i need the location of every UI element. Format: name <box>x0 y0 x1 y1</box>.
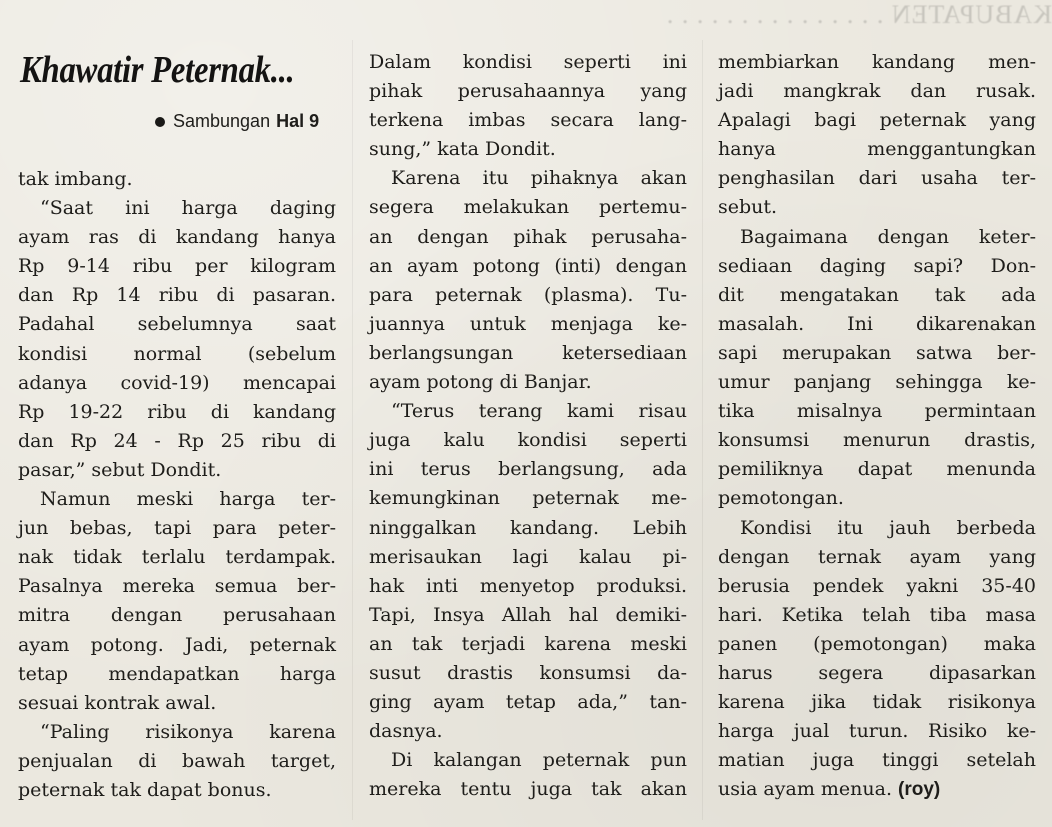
line-text: sesuai kontrak awal. <box>18 691 217 714</box>
article-column-2 <box>369 48 687 804</box>
line-text: Dalam kondisi seperti ini <box>369 51 687 73</box>
line-text: harus segera dipasarkan <box>718 661 1036 684</box>
article-headline: Khawatir Peternak... <box>20 49 295 91</box>
line-text: Kondisi itu jauh berbeda <box>740 516 1036 539</box>
article-line <box>718 659 1036 688</box>
article-line <box>369 397 687 426</box>
line-text: ayam potong. Jadi, peternak <box>18 633 336 656</box>
article-line <box>718 746 1036 775</box>
line-text: tak imbang. <box>18 168 133 190</box>
article-line <box>369 48 687 77</box>
line-text: kondisi normal (sebelum <box>18 342 336 365</box>
article-line <box>18 631 336 660</box>
article-line <box>18 689 336 718</box>
line-text: karena jika tidak risikonya <box>718 691 1036 714</box>
article-line <box>369 281 687 310</box>
line-text: sapi merupakan satwa ber- <box>718 341 1036 364</box>
article-line <box>369 426 687 455</box>
article-line <box>18 252 336 281</box>
article-line <box>18 776 336 805</box>
line-text: sediaan daging sapi? Don- <box>718 254 1036 277</box>
article-line <box>718 193 1036 222</box>
line-text: juannya untuk menjaga ke- <box>369 312 687 335</box>
line-text: ayam ras di kandang hanya <box>18 226 336 249</box>
article-line <box>718 135 1036 164</box>
bullet-icon <box>155 117 165 127</box>
line-text: berusia pendek yakni 35-40 <box>718 574 1036 597</box>
line-text: “Terus terang kami risau <box>391 400 687 423</box>
article-line <box>369 601 687 630</box>
article-line <box>18 369 336 398</box>
line-text: nak tidak terlalu terdampak. <box>18 546 336 569</box>
line-text: “Saat ini harga daging <box>40 197 336 220</box>
article-line <box>369 77 687 106</box>
line-text: membiarkan kandang men- <box>718 51 1036 73</box>
continuation-label: Sambungan <box>173 111 271 131</box>
article-line <box>369 368 687 397</box>
line-text: mitra dengan perusahaan <box>18 604 336 627</box>
line-text: juga kalu kondisi seperti <box>369 429 687 452</box>
article-line <box>369 630 687 659</box>
line-text: terkena imbas secara lang- <box>369 109 687 132</box>
article-line <box>18 601 336 630</box>
article-line <box>718 223 1036 252</box>
line-text: panen (pemotongan) maka <box>718 632 1036 655</box>
article-line <box>369 455 687 484</box>
article-line <box>369 223 687 252</box>
article-line <box>718 252 1036 281</box>
line-text: Rp 9-14 ribu per kilogram <box>18 255 336 278</box>
article-line <box>718 426 1036 455</box>
article-line <box>18 398 336 427</box>
article-line <box>369 572 687 601</box>
article-line <box>18 660 336 689</box>
article-line <box>718 543 1036 572</box>
article-line <box>718 310 1036 339</box>
article-line <box>369 164 687 193</box>
line-text: Padahal sebelumnya saat <box>18 313 336 336</box>
line-text: kemungkinan peternak me- <box>369 487 687 510</box>
article-line <box>718 339 1036 368</box>
line-text: Apalagi bagi peternak yang <box>718 109 1036 132</box>
line-text: masalah. Ini dikarenakan <box>718 312 1036 335</box>
line-text: susut drastis konsumsi da- <box>369 661 687 684</box>
line-text: “Paling risikonya karena <box>40 720 336 743</box>
line-text: Di kalangan peternak pun <box>391 749 687 772</box>
line-text: dengan ternak ayam yang <box>718 545 1036 568</box>
article-line <box>18 223 336 252</box>
line-text: pasar,” sebut Dondit. <box>18 458 222 481</box>
article-line <box>718 688 1036 717</box>
line-text: umur panjang sehingga ke- <box>718 371 1036 394</box>
article-line <box>369 775 687 804</box>
line-text: hanya menggantungkan <box>718 138 1036 161</box>
line-text: Karena itu pihaknya akan <box>391 167 687 190</box>
line-text: dan Rp 24 - Rp 25 ribu di <box>18 429 336 452</box>
line-text: para peternak (plasma). Tu- <box>369 283 687 306</box>
article-line <box>18 718 336 747</box>
article-line <box>369 514 687 543</box>
article-line <box>718 48 1036 77</box>
article-line <box>18 485 336 514</box>
line-text: sebut. <box>718 196 778 219</box>
line-text: konsumsi menurun drastis, <box>718 429 1036 452</box>
line-text: tika misalnya permintaan <box>718 400 1036 423</box>
article-line <box>18 194 336 223</box>
article-line <box>718 717 1036 746</box>
article-line <box>718 514 1036 543</box>
article-line <box>369 746 687 775</box>
line-text: ayam potong di Banjar. <box>369 371 592 394</box>
article-line <box>718 368 1036 397</box>
article-line <box>18 310 336 339</box>
article-line <box>718 630 1036 659</box>
line-text: pemotongan. <box>718 487 844 510</box>
article-line <box>718 775 1036 804</box>
continuation-note <box>155 111 319 132</box>
line-text: dasnya. <box>369 720 443 743</box>
column-gutter <box>352 40 353 820</box>
article-line <box>18 747 336 776</box>
line-text: jun bebas, tapi para peter- <box>18 517 336 540</box>
article-line <box>369 252 687 281</box>
article-line <box>369 688 687 717</box>
article-column-1 <box>18 165 336 805</box>
article-line <box>718 164 1036 193</box>
line-text: tetap mendapatkan harga <box>18 662 336 685</box>
article-line <box>718 397 1036 426</box>
article-line <box>18 165 336 194</box>
article-line <box>18 340 336 369</box>
line-text: ini terus berlangsung, ada <box>369 458 687 481</box>
article-line <box>718 455 1036 484</box>
article-line <box>18 543 336 572</box>
line-text: Bagaimana dengan keter- <box>740 225 1036 248</box>
line-text: penjualan di bawah target, <box>18 749 336 772</box>
article-line <box>369 135 687 164</box>
line-text: pihak perusahaannya yang <box>369 80 687 103</box>
line-text: pemiliknya dapat menunda <box>718 458 1036 481</box>
line-text: harga jual turun. Risiko ke- <box>718 720 1036 743</box>
article-line <box>369 339 687 368</box>
article-line <box>718 484 1036 513</box>
article-line <box>718 106 1036 135</box>
column-gutter <box>702 40 703 820</box>
line-text: Tapi, Insya Allah hal demiki- <box>369 603 687 626</box>
line-text: ninggalkan kandang. Lebih <box>369 516 687 539</box>
continuation-page: Hal 9 <box>276 111 320 131</box>
line-text: berlangsungan ketersediaan <box>369 341 687 364</box>
article-column-3 <box>718 48 1036 804</box>
article-line <box>718 572 1036 601</box>
line-text: ging ayam tetap ada,” tan- <box>369 691 687 714</box>
line-text: adanya covid-19) mencapai <box>18 371 336 394</box>
article-line <box>369 543 687 572</box>
line-text: hari. Ketika telah tiba masa <box>718 603 1036 626</box>
line-text: dan Rp 14 ribu di pasaran. <box>18 284 336 307</box>
article-line <box>369 659 687 688</box>
article-line <box>369 717 687 746</box>
line-text: penghasilan dari usaha ter- <box>718 167 1036 190</box>
line-text: an ayam potong (inti) dengan <box>369 254 687 277</box>
article-line <box>369 484 687 513</box>
line-text: jadi mangkrak dan rusak. <box>718 80 1036 103</box>
line-text: matian juga tinggi setelah <box>718 749 1036 772</box>
line-text: an dengan pihak perusaha- <box>369 225 687 248</box>
line-text: hak inti menyetop produksi. <box>369 574 687 597</box>
line-text: mereka tentu juga tak akan <box>369 778 687 801</box>
line-text: Rp 19-22 ribu di kandang <box>18 400 336 423</box>
line-text: merisaukan lagi kalau pi- <box>369 545 687 568</box>
article-line <box>369 106 687 135</box>
article-line <box>369 310 687 339</box>
line-text: segera melakukan pertemu- <box>369 196 687 219</box>
article-line <box>18 456 336 485</box>
article-byline: (roy) <box>898 779 941 801</box>
line-text: usia ayam menua. <box>718 778 892 801</box>
article-line <box>718 281 1036 310</box>
article-line <box>18 427 336 456</box>
article-line <box>18 572 336 601</box>
line-text: sung,” kata Dondit. <box>369 138 556 161</box>
line-text: an tak terjadi karena meski <box>369 632 687 655</box>
bleed-through-text: KABUPATEN . . . . . . . . . . . . . . . <box>665 0 1052 29</box>
line-text: peternak tak dapat bonus. <box>18 778 272 801</box>
article-line <box>18 281 336 310</box>
article-line <box>718 601 1036 630</box>
line-text: Namun meski harga ter- <box>40 488 336 511</box>
article-line <box>718 77 1036 106</box>
line-text: Pasalnya mereka semua ber- <box>18 575 336 598</box>
article-line <box>369 193 687 222</box>
line-text: dit mengatakan tak ada <box>718 283 1036 306</box>
article-line <box>18 514 336 543</box>
